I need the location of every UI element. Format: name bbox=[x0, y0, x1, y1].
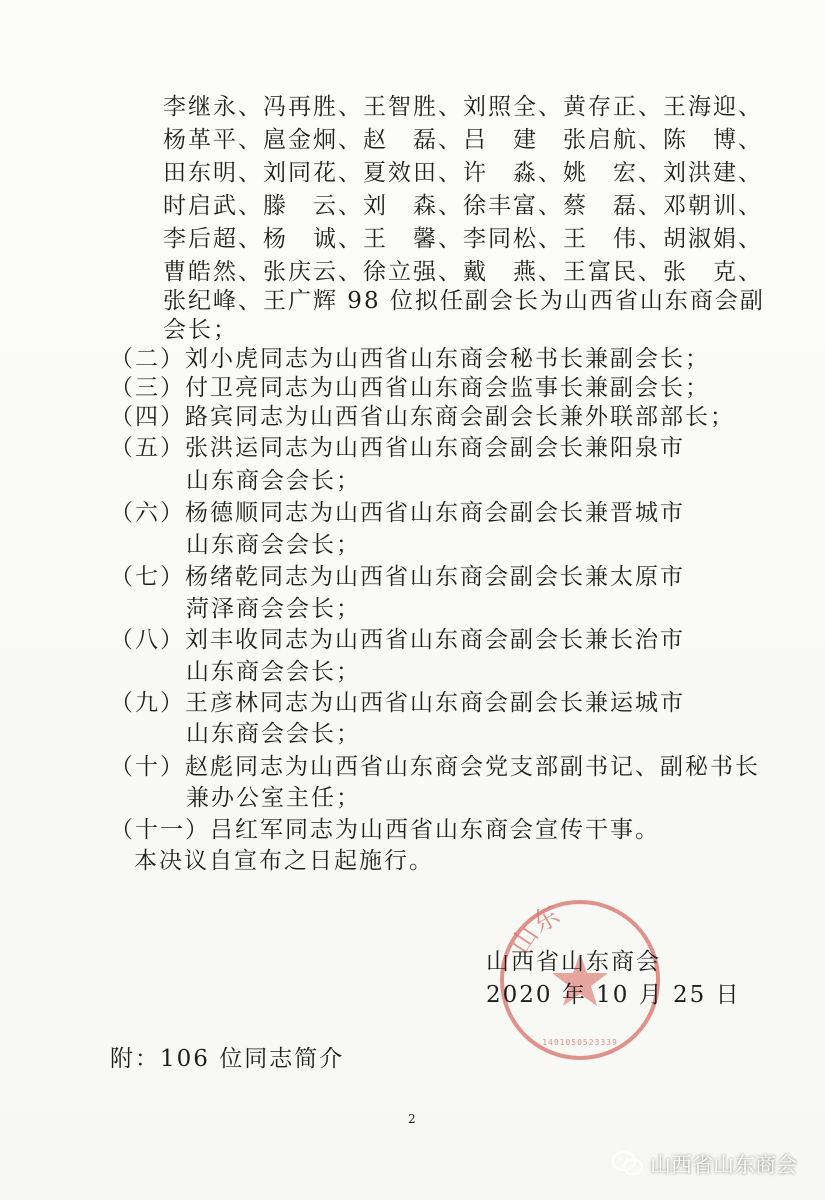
item-line: （十）赵彪同志为山西省山东商会党支部副书记、副秘书长 bbox=[110, 754, 760, 780]
wechat-icon bbox=[612, 1150, 644, 1178]
item-line-cont: 山东商会会长； bbox=[186, 659, 361, 685]
signature-organization: 山西省山东商会 bbox=[486, 949, 661, 975]
item-line: （四）路宾同志为山西省山东商会副会长兼外联部部长； bbox=[110, 404, 735, 430]
item-line: （二）刘小虎同志为山西省山东商会秘书长兼副会长； bbox=[110, 346, 710, 372]
item-line-cont: 兼办公室主任； bbox=[186, 785, 361, 811]
seal-text: 山东 bbox=[505, 900, 566, 960]
text-line: 会长； bbox=[163, 317, 238, 343]
attachment-note: 附：106 位同志简介 bbox=[110, 1046, 345, 1072]
item-line: （六）杨德顺同志为山西省山东商会副会长兼晋城市 bbox=[110, 500, 685, 526]
item-line: （八）刘丰收同志为山西省山东商会副会长兼长治市 bbox=[110, 627, 685, 653]
watermark-label: 山西省山东商会 bbox=[650, 1153, 797, 1177]
item-line-cont: 菏泽商会会长； bbox=[186, 596, 361, 622]
wechat-watermark bbox=[612, 1144, 797, 1184]
item-line: （十一）吕红军同志为山西省山东商会宣传干事。 bbox=[110, 817, 660, 843]
item-line: （七）杨绪乾同志为山西省山东商会副会长兼太原市 bbox=[110, 564, 685, 590]
text-line: 时启武、滕 云、刘 森、徐丰富、蔡 磊、邓朝训、 bbox=[163, 193, 763, 219]
text-line: 田东明、刘同花、夏效田、许 淼、姚 宏、刘洪建、 bbox=[163, 160, 763, 186]
item-line-cont: 山东商会会长； bbox=[186, 532, 361, 558]
closing-line: 本决议自宣布之日起施行。 bbox=[134, 848, 434, 874]
item-line: （三）付卫亮同志为山西省山东商会监事长兼副会长； bbox=[110, 375, 710, 401]
text-line: 曹皓然、张庆云、徐立强、戴 燕、王富民、张 克、 bbox=[163, 259, 763, 285]
text-line: 李继永、冯再胜、王智胜、刘照全、黄存正、王海迎、 bbox=[163, 94, 763, 120]
item-line: （五）张洪运同志为山西省山东商会副会长兼阳泉市 bbox=[110, 435, 685, 461]
seal-serial: 1401050523339 bbox=[542, 1038, 618, 1047]
text-line: 张纪峰、王广辉 98 位拟任副会长为山西省山东商会副 bbox=[163, 288, 765, 314]
item-line-cont: 山东商会会长； bbox=[186, 721, 361, 747]
item-line-cont: 山东商会会长； bbox=[186, 468, 361, 494]
item-line: （九）王彦林同志为山西省山东商会副会长兼运城市 bbox=[110, 690, 685, 716]
signature-date: 2020 年 10 月 25 日 bbox=[486, 982, 741, 1008]
page-number: 2 bbox=[408, 1112, 416, 1126]
text-line: 李后超、杨 诚、王 馨、李同松、王 伟、胡淑娟、 bbox=[163, 226, 763, 252]
text-line: 杨革平、扈金炯、赵 磊、吕 建 张启航、陈 博、 bbox=[163, 127, 763, 153]
